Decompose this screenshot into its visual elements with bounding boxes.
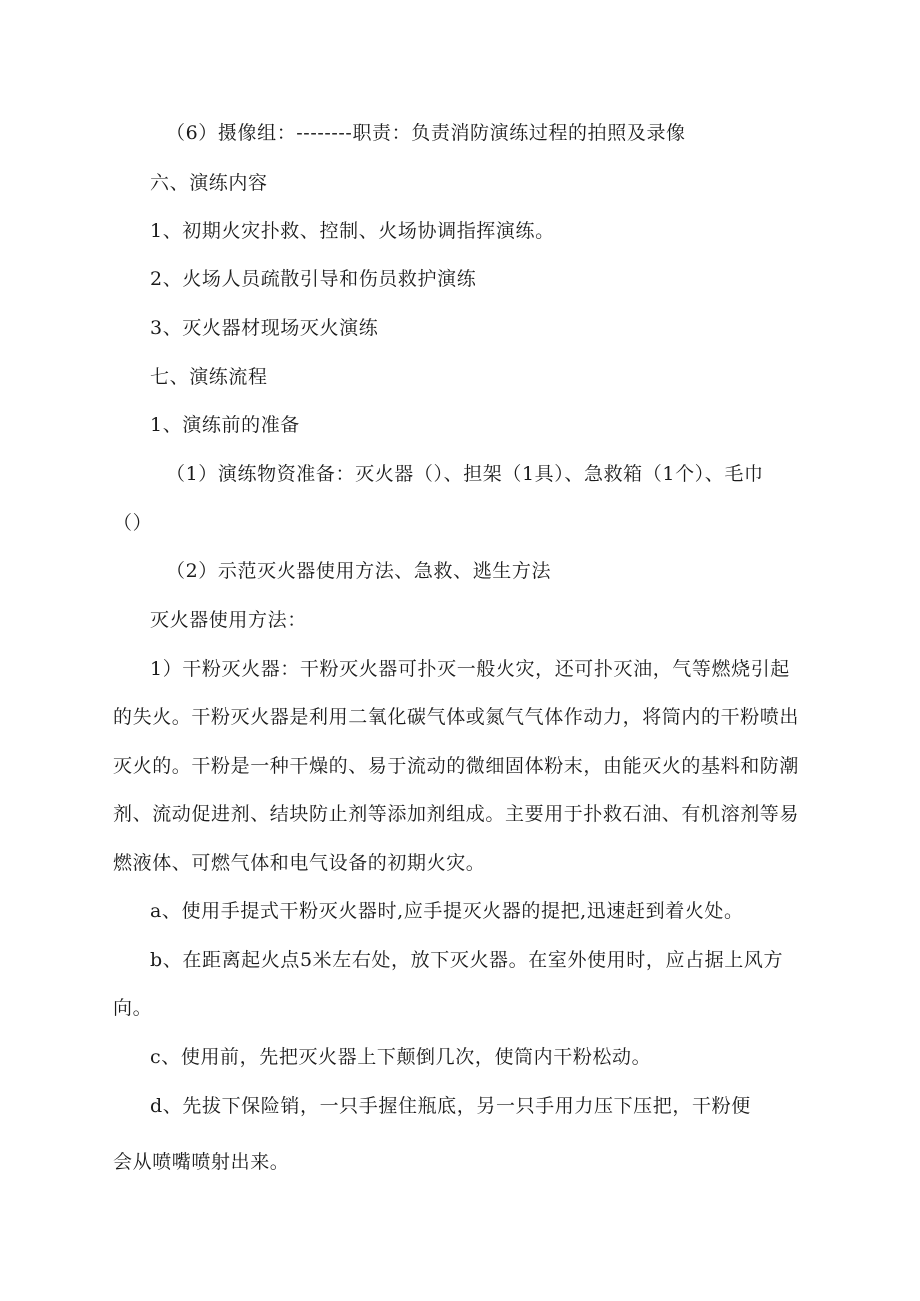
text-line: 1、初期火灾扑救、控制、火场协调指挥演练。 — [150, 220, 555, 242]
text-line: 灭火的。干粉是一种干燥的、易于流动的微细固体粉末，由能灭火的基料和防潮 — [113, 755, 800, 777]
text-line: 的失火。干粉灭火器是利用二氧化碳气体或氮气气体作动力，将筒内的干粉喷出 — [113, 706, 800, 728]
text-line: 灭火器使用方法： — [150, 609, 307, 631]
text-line: d、先拔下保险销，一只手握住瓶底，另一只手用力压下压把，干粉便 — [150, 1095, 751, 1117]
text-line: 燃液体、可燃气体和电气设备的初期火灾。 — [113, 852, 486, 874]
text-line: 2、火场人员疏散引导和伤员救护演练 — [150, 268, 477, 290]
text-line: a、使用手提式干粉灭火器时,应手提灭火器的提把,迅速赶到着火处。 — [150, 900, 744, 922]
section-heading: 六、演练内容 — [150, 172, 268, 194]
text-line: 会从喷嘴喷射出来。 — [113, 1151, 290, 1173]
text-line: （6）摄像组：--------职责：负责消防演练过程的拍照及录像 — [166, 122, 686, 144]
text-line: （2）示范灭火器使用方法、急救、逃生方法 — [166, 560, 552, 582]
text-line: 1、演练前的准备 — [150, 414, 300, 436]
text-line: （1）演练物资准备：灭火器（）、担架（1具）、急救箱（1个）、毛巾 — [166, 463, 764, 485]
text-line: 3、灭火器材现场灭火演练 — [150, 317, 379, 339]
text-line: 1）干粉灭火器：干粉灭火器可扑灭一般火灾，还可扑灭油，气等燃烧引起 — [150, 658, 790, 680]
section-heading: 七、演练流程 — [150, 366, 268, 388]
text-line: 向。 — [113, 997, 153, 1019]
text-line: b、在距离起火点5米左右处，放下灭火器。在室外使用时，应占据上风方 — [150, 949, 784, 971]
text-line: 剂、流动促进剂、结块防止剂等添加剂组成。主要用于扑救石油、有机溶剂等易 — [113, 803, 800, 825]
text-line: （） — [113, 512, 153, 534]
text-line: c、使用前，先把灭火器上下颠倒几次，使筒内干粉松动。 — [150, 1046, 652, 1068]
